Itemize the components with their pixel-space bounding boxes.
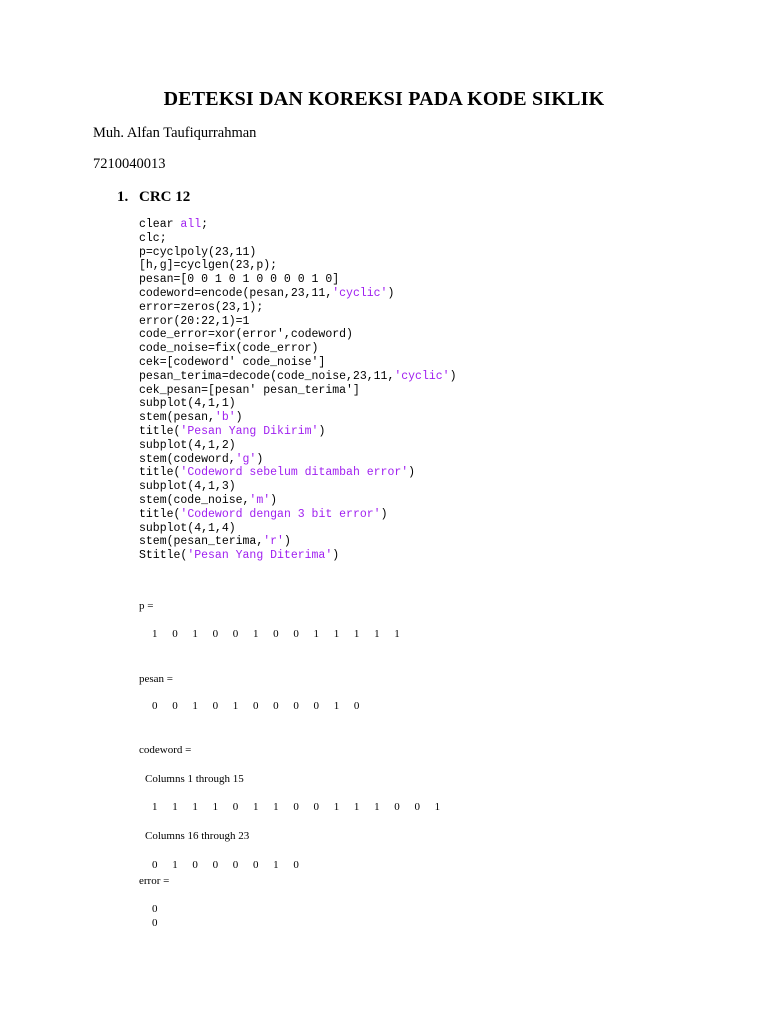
code-line [139, 342, 456, 356]
output-value: 0 [313, 700, 319, 712]
code-text: clear [139, 218, 181, 231]
code-text: stem(pesan, [139, 411, 215, 425]
code-string-literal: 'Codeword sebelum ditambah error' [180, 466, 409, 480]
code-line [139, 370, 456, 384]
output-pesan-label: pesan = [139, 673, 173, 685]
code-text: pesan_terima=decode(code_noise,23,11, [139, 369, 395, 383]
code-line [139, 397, 456, 411]
output-value: 1 [374, 628, 380, 640]
code-text: title( [139, 424, 181, 438]
code-listing [139, 218, 456, 563]
output-value: 0 [313, 801, 319, 813]
code-string-literal: 'Codeword dengan 3 bit error' [180, 507, 381, 521]
code-text: ) [235, 411, 243, 425]
code-line [139, 480, 456, 494]
code-text: code_noise=fix(code_error) [139, 342, 319, 356]
code-text: subplot(4,1,2) [139, 438, 236, 452]
output-value: 1 [252, 628, 259, 640]
output-value: 0 [212, 628, 219, 640]
code-string-literal: 'Pesan Yang Diterima' [187, 549, 333, 563]
code-text: ) [283, 535, 291, 549]
output-value: 0 [212, 859, 219, 871]
code-line [139, 287, 456, 301]
code-text: ) [270, 493, 278, 507]
code-line [139, 246, 456, 260]
output-value: 1 [374, 801, 380, 813]
code-line [139, 273, 456, 287]
output-value: 0 [394, 801, 400, 813]
code-line [139, 425, 456, 439]
code-string-literal: 'cyclic' [332, 286, 388, 300]
output-value: 1 [252, 801, 259, 813]
code-line [139, 522, 456, 536]
output-value: 0 [353, 700, 360, 712]
code-text: code_error=xor(error',codeword) [139, 328, 353, 342]
output-columns-2-label: Columns 16 through 23 [145, 830, 250, 842]
output-value: 0 [293, 801, 299, 813]
code-line [139, 439, 456, 453]
output-value: 0 [252, 859, 259, 871]
output-value: 1 [152, 801, 158, 813]
output-value: 1 [172, 801, 178, 813]
output-value: 0 [152, 903, 158, 915]
output-codeword-label: codeword = [139, 744, 192, 756]
output-pesan-values [152, 700, 374, 712]
output-value: 1 [192, 700, 198, 712]
output-value: 1 [232, 700, 239, 712]
code-string-literal: 'r' [263, 535, 284, 549]
code-text: title( [139, 507, 181, 521]
output-error-values [152, 903, 172, 931]
code-text: subplot(4,1,4) [139, 521, 236, 535]
code-text: pesan=[0 0 1 0 1 0 0 0 0 1 0] [139, 273, 340, 287]
output-value: 0 [293, 859, 299, 871]
output-value: 1 [333, 628, 340, 640]
output-value: 1 [394, 628, 400, 640]
code-line [139, 466, 456, 480]
code-line [139, 218, 456, 232]
output-error-label: error = [139, 875, 170, 887]
code-line [139, 411, 456, 425]
student-id: 7210040013 [93, 156, 166, 172]
code-line [139, 508, 456, 522]
code-text: ) [387, 286, 395, 300]
output-value: 1 [192, 628, 198, 640]
code-text: ) [408, 466, 416, 480]
code-line [139, 232, 456, 246]
code-text: title( [139, 466, 181, 480]
code-text: p=cyclpoly(23,11) [139, 245, 257, 259]
output-value: 0 [273, 628, 279, 640]
output-value: 1 [273, 801, 279, 813]
code-text: ) [332, 549, 340, 563]
section-title: CRC 12 [139, 189, 191, 205]
section-heading [117, 189, 190, 206]
output-value: 1 [333, 700, 340, 712]
code-string-literal: 'b' [214, 411, 236, 425]
code-line [139, 549, 456, 563]
code-line [139, 315, 456, 329]
output-value: 1 [152, 628, 158, 640]
output-value: 0 [152, 859, 158, 871]
output-value: 0 [212, 700, 219, 712]
code-line [139, 535, 456, 549]
section-number: 1. [117, 189, 129, 205]
output-value: 1 [212, 801, 219, 813]
output-value: 1 [273, 859, 279, 871]
output-value: 0 [172, 628, 178, 640]
output-value: 1 [192, 801, 198, 813]
output-value: 0 [232, 628, 239, 640]
code-line [139, 453, 456, 467]
output-value: 0 [152, 917, 158, 929]
code-text: error(20:22,1)=1 [139, 314, 250, 328]
output-p-values [152, 628, 414, 640]
code-string-literal: 'cyclic' [394, 369, 450, 383]
code-text: ; [201, 218, 209, 231]
code-line [139, 328, 456, 342]
code-line [139, 301, 456, 315]
output-value: 0 [232, 801, 239, 813]
code-text: Stitle( [139, 549, 188, 563]
code-text: subplot(4,1,1) [139, 397, 236, 411]
code-text: stem(codeword, [139, 452, 236, 466]
code-text: ) [449, 369, 457, 383]
code-string-literal: 'Pesan Yang Dikirim' [180, 424, 319, 438]
code-line [139, 259, 456, 273]
code-text: cek_pesan=[pesan' pesan_terima'] [139, 383, 360, 397]
output-value: 0 [273, 700, 279, 712]
output-value: 0 [252, 700, 259, 712]
output-value: 0 [414, 801, 420, 813]
code-text: stem(code_noise, [139, 493, 250, 507]
code-text: codeword=encode(pesan,23,11, [139, 286, 333, 300]
output-value: 0 [152, 700, 158, 712]
output-codeword-values-1 [152, 801, 455, 813]
document-title: DETEKSI DAN KOREKSI PADA KODE SIKLIK [163, 88, 605, 110]
output-columns-1-label: Columns 1 through 15 [145, 773, 244, 785]
code-line [139, 356, 456, 370]
code-line [139, 384, 456, 398]
output-value: 0 [192, 859, 198, 871]
code-text: ) [380, 507, 388, 521]
author-name: Muh. Alfan Taufiqurrahman [93, 125, 257, 141]
code-string-literal: 'm' [249, 493, 271, 507]
output-value: 1 [333, 801, 340, 813]
output-value: 1 [434, 801, 441, 813]
code-text: subplot(4,1,3) [139, 480, 236, 494]
output-p-label: p = [139, 600, 154, 612]
output-value: 0 [293, 700, 299, 712]
output-value: 0 [172, 700, 178, 712]
output-value: 1 [172, 859, 178, 871]
code-text: ) [256, 452, 264, 466]
code-text: error=zeros(23,1); [139, 300, 264, 314]
code-text: stem(pesan_terima, [139, 535, 264, 549]
code-text: [h,g]=cyclgen(23,p); [139, 259, 278, 273]
code-string-literal: 'g' [235, 452, 257, 466]
output-value: 1 [313, 628, 319, 640]
code-text: ) [318, 424, 326, 438]
output-value: 1 [353, 628, 360, 640]
code-text: clc; [139, 231, 167, 245]
code-text: cek=[codeword' code_noise'] [139, 355, 326, 369]
output-value: 0 [232, 859, 239, 871]
output-codeword-values-2 [152, 859, 314, 871]
code-line [139, 494, 456, 508]
output-value: 1 [353, 801, 360, 813]
code-string-literal: all [180, 218, 202, 231]
output-value: 0 [293, 628, 299, 640]
